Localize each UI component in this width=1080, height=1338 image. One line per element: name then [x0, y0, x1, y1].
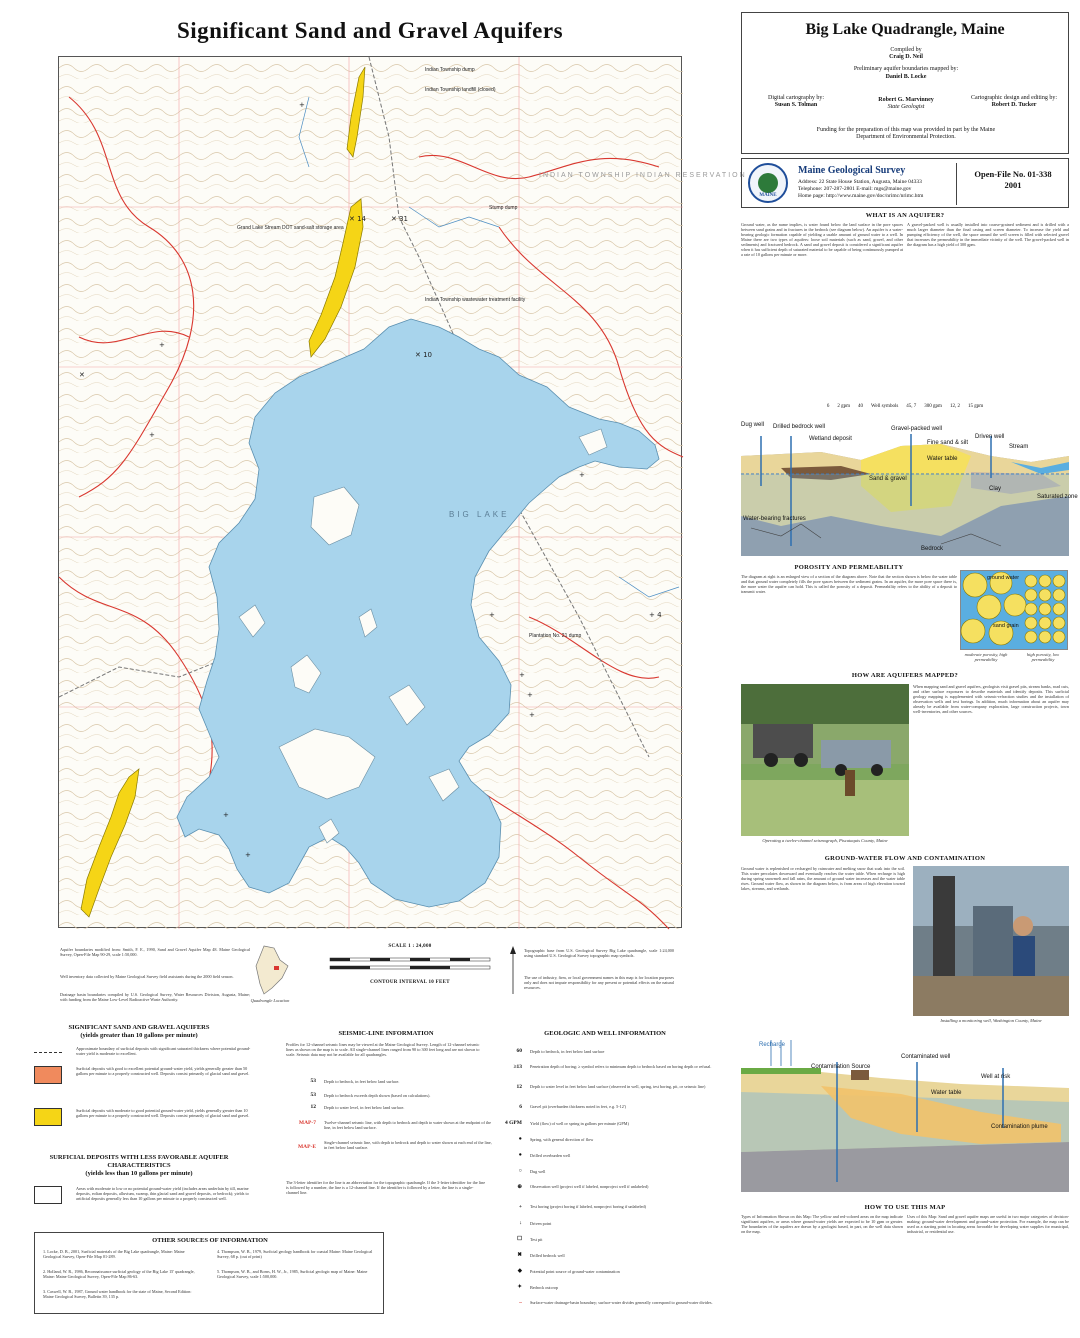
seismograph-caption: Operating a twelve-channel seismograph, Piscataquis County, Maine [762, 838, 888, 843]
reference-5: 5. Thompson, W. B., and Borns, H. W., Jr., 1985, Surficial geologic map of Maine: Maine Geological Survey, scale 1:500,000. [217, 1269, 368, 1279]
legend-yellow-swatch [34, 1108, 62, 1126]
legend-yellow-text: Surficial deposits with moderate to good potential ground-water yield, yields generally greater than 10 gallons per minute to a properly constructed well. Deposits consist primarily of glacial sand and gravel. [76, 1108, 250, 1118]
porosity-caption-right: high porosity, low permeability [1026, 652, 1060, 662]
other-sources-title: OTHER SOURCES OF INFORMATION [152, 1237, 268, 1244]
compiled-by-label: Compiled by [890, 47, 922, 53]
digital-by: Susan S. Tolman [774, 102, 818, 108]
map-label-dump: Indian Township dump [425, 67, 475, 73]
label-contaminated-well: Contaminated well [901, 1054, 951, 1060]
porosity-text: The diagram at right is an enlarged view of a section of the diagram above. Note that the section shown is below the water table and that ground water completely fills the pore spaces between the sediment grains. In an aquifer, the more pore space there is, the more water the aquifer can hold. This is called the porosity of a deposit. Permeability refers to the ability of a deposit to transmit water. [741, 574, 957, 594]
mgs-telephone: Telephone: 207-287-2801 E-mail: mgs@maine.gov [798, 185, 912, 192]
section-porosity: POROSITY AND PERMEABILITY [794, 564, 904, 571]
state-geologist-title: State Geologist [887, 104, 925, 110]
legend-dashed-line [34, 1052, 62, 1053]
what-is-text-left: Ground water, as the name implies, is water found below the land surface in the pore spaces between sand grains and in fractures in the bedrock (see diagram below). An aquifer is a water-bearing geologic formation capable of yielding a usable amount of ground water to a well. In Maine there are two types of aquifers: loose soil materials (such as sand, gravel, and other sediments) and fractured bedrock. A sand and gravel deposit is considered a significant aquifer when it has sufficient depth of saturated material to be capable of being continuously pumped at a rate of 10 gallons per minute or more. [741, 222, 903, 257]
label-fractures: Water-bearing fractures [743, 516, 806, 522]
groundwater-text: Ground water is replenished or recharged by rainwater and melting snow that soak into the soil. This water percolates downward and eventually reaches the water table. When recharge is high during spring snowmelt and fall rains, the amount of ground water increases and the water table rises. Ground water flow, as shown in the diagram below, is from areas of high elevation toward lakes, streams, and wetlands. [741, 866, 905, 891]
mgs-homepage[interactable]: Home page: http://www.maine.gov/doc/nrimc/nrimc.htm [798, 192, 924, 199]
label-ground-water: ground water [987, 575, 1020, 581]
well-note: Well inventory data collected by Maine Geological Survey field assistants during the 2000 field season. [60, 974, 234, 979]
label-clay: Clay [989, 486, 1002, 492]
label-fine-sand: Fine sand & silt [927, 440, 969, 446]
label-well-at-risk: Well at risk [981, 1074, 1011, 1080]
aquifer-map[interactable] [58, 56, 747, 928]
svg-text:+: + [489, 611, 495, 619]
well-yield-key: 6 2 gpm 40 Well symbols 45, 7 300 gpm 12, 2 15 gpm [826, 404, 984, 409]
monitoring-well-caption: Installing a monitoring well, Washington County, Maine [940, 1018, 1042, 1023]
credits-panel [741, 12, 1069, 154]
seismic-item-2: Depth to bedrock exceeds depth shown (based on calculations). [324, 1093, 431, 1098]
svg-text:+: + [579, 471, 585, 479]
what-is-text-right: A gravel-packed well is usually installed into coarse-grained sediment and is drilled with a much larger diameter than the final casing and screen diameter. To increase the yield and pumping efficiency of the well, the space around the well screen is filled with selected gravel that increases the permeability in the immediate vicinity of the well. The gravel-packed well in the diagram has a high yield of 300 gpm. [907, 222, 1069, 247]
svg-text:+: + [149, 431, 155, 439]
map-label-landfill: Indian Township landfill (closed) [425, 87, 496, 93]
contamination-diagram [741, 1032, 1069, 1192]
reference-1: 1. Locke, D. B., 2001, Surficial materials of the Big Lake quadrangle, Maine: Maine Geological Survey, Open-File Map 01-289. [43, 1249, 185, 1259]
legend-orange-swatch [34, 1066, 62, 1084]
svg-text:+: + [223, 811, 229, 819]
label-sand-gravel: Sand & gravel [869, 476, 907, 482]
label-sand-grain: sand grain [993, 623, 1019, 629]
mgs-contact [798, 179, 923, 200]
seismic-intro: Profiles for 12-channel seismic lines may be viewed at the Maine Geological Survey. Length of 12-channel seismic lines as shown on the map is to scale. All single-channel lines ranged from 90 to 300 feet long and are not shown to scale. Seismic data may not be available for all quadrangles. [286, 1042, 480, 1057]
design-by: Robert D. Tucker [991, 102, 1037, 108]
seismic-item-1: Depth to bedrock, in feet below land surface. [324, 1079, 400, 1084]
geologic-title: GEOLOGIC AND WELL INFORMATION [544, 1030, 666, 1037]
seismic-sym-2: 53 [310, 1092, 316, 1098]
maine-locator-map [250, 944, 290, 996]
seismic-item-3: Depth to water level, in feet below land surface. [324, 1105, 405, 1110]
svg-text:✕ 14: ✕ 14 [349, 215, 366, 223]
how-to-use-text-left: Types of Information Shown on this Map: The yellow and red-colored areas on the map indicate significant aquifers, or areas where ground-water yields are expected to be 10 gpm or greater. The boundaries of the aquifers are drawn by a geologist based, in part, on the well data shown on the map. [741, 1214, 903, 1234]
label-bedrock: Bedrock [921, 546, 944, 552]
label-plume: Contamination plume [991, 1124, 1048, 1130]
svg-text:✕ 10: ✕ 10 [415, 351, 432, 359]
other-sources-panel [34, 1232, 384, 1314]
seismic-item-5: Single-channel seismic line, with depth to bedrock and depth to water shown at each end of the line, in feet below land surface. [324, 1140, 492, 1150]
map-label-stump-dump: Stump dump [489, 205, 518, 211]
label-recharge: Recharge [759, 1042, 786, 1048]
aquifer-cross-section [741, 416, 1078, 556]
how-mapped-text: When mapping sand and gravel aquifers, geologists visit gravel pits, stream banks, road cuts, and other surface exposures to describe materials and identify deposits. This surficial geology mapping is supplemented with seismic-refraction studies and the installation of observation wells and test borings. In addition, much information about an aquifer may already be available from water-company exploration, large construction projects, town well-inventories, and other sources. [913, 684, 1069, 714]
section-how-mapped: HOW ARE AQUIFERS MAPPED? [851, 672, 959, 679]
legend-dashed-text: Approximate boundary of surficial deposits with significant saturated thickness where potential ground-water yield is moderate to excellent. [76, 1046, 251, 1056]
legend-aquifers-title: SIGNIFICANT SAND AND GRAVEL AQUIFERS (yields greater than 10 gallons per minute) [68, 1024, 210, 1039]
mgs-name: Maine Geological Survey [798, 165, 906, 176]
map-title: Significant Sand and Gravel Aquifers [176, 18, 564, 43]
map-label-reservation: INDIAN TOWNSHIP INDIAN RESERVATION [539, 172, 747, 179]
seismic-item-4: Twelve-channel seismic line, with depth to bedrock and depth to water shown at the endpoint of the line, in feet below land surface. [324, 1120, 492, 1130]
monitoring-well-photo [913, 866, 1069, 1016]
label-driven-well: Driven well [975, 434, 1005, 440]
funding-note: Funding for the preparation of this map was provided in part by the Maine Department of Environmental Protection. [816, 127, 996, 141]
porosity-diagram [960, 570, 1068, 650]
quadrangle-title: Big Lake Quadrangle, Maine [805, 21, 1005, 38]
compiled-by: Craig D. Neil [889, 54, 923, 60]
label-contamination-source: Contamination Source [811, 1064, 871, 1070]
digital-label: Digital cartography by: [768, 95, 824, 101]
svg-text:✕: ✕ [79, 371, 85, 379]
label-stream: Stream [1009, 444, 1029, 450]
label-dug-well: Dug well [741, 422, 765, 428]
seismic-sym-3: 12 [310, 1104, 316, 1110]
boundaries-note: Aquifer boundaries modified from: Smith, F. E., 1990, Sand and Gravel Aquifer Map 48. Maine Geological Survey, Open-File Map 90-29, scale 1:50,000. [60, 947, 250, 957]
scale-bar [320, 954, 500, 976]
map-label-plantation: Plantation No. 21 dump [529, 633, 582, 639]
svg-text:+ 4: + 4 [649, 611, 662, 619]
state-geologist-name: Robert G. Marvinney [878, 97, 934, 103]
map-label-wastewater: Indian Township wastewater treatment facility [425, 297, 526, 303]
topo-note: Topographic base from U.S. Geological Survey Big Lake quadrangle, scale 1:24,000 using standard U.S. Geological Survey topographic map symbols. [524, 948, 674, 958]
legend-orange-text: Surficial deposits with good to excellent potential ground-water yield, yields generally greater than 50 gallons per minute to a properly constructed well. Deposits consist primarily of glacial sand and gravel. [76, 1066, 250, 1076]
seismic-footnote: The 3-letter identifier for the line is an abbreviation for the topographic quadrangle. If the 3-letter identifier for the line is followed by a number, the line is a 12-channel line. If the identifier is followed by a letter, the line is a single-channel line. [286, 1180, 486, 1195]
reference-2: 2. Holland, W. R., 1986, Reconnaissance surficial geology of the Big Lake 15' quadrangle, Maine: Maine Geological Survey, Open-File Map 86-63. [43, 1269, 195, 1279]
contour-interval: CONTOUR INTERVAL 10 FEET [370, 980, 450, 985]
section-groundwater: GROUND-WATER FLOW AND CONTAMINATION [824, 855, 986, 862]
porosity-caption-left: moderate porosity, high permeability [964, 652, 1008, 662]
mgs-logo: MAINE [748, 163, 788, 203]
svg-text:+: + [159, 341, 165, 349]
legend-white-text: Areas with moderate to low or no potential ground-water yield (includes areas underlain by till, marine deposits, eolian deposits, alluvium, swamp, thin glacial sand and gravel deposits, or bedrock); yields to artificial deposits generally less than 10 gallons per minute to a properly constructed well. [76, 1186, 249, 1201]
scale-label: SCALE 1 : 24,000 [388, 944, 432, 949]
geologic-list: 60 Depth to bedrock, in feet below land surface ≥13 Penetration depth of boring; ≥ symbol refers to minimum depth to bedrock based on boring depth or refusal. 12 Depth to water level in feet below land surface (observed in well, spring, test boring, pit, or seismic line) 6 Gravel pit (overburden thickness noted in feet, e.g. 5-12') 4 GPM Yield (flow) of well or spring in gallons per minute (GPM) ● Spring, with general direction of flow ● Drilled overburden well ○ Dug well ⊕ Observation well (project well if labeled, nonproject well if unlabeled) + Test boring (project boring if labeled, nonproject boring if unlabeled) ↓ Driven point ☐ Test pit ✖ Drilled bedrock well ◆ Potential point source of ground-water contamination ✦ Bedrock outcrop ~ Surface-water drainage-basin boundary; surface-water divides generally correspond to ground-water divides. [505, 1048, 713, 1306]
seismograph-photo [741, 684, 909, 836]
reference-4: 4. Thompson, W. B., 1979, Surficial geology handbook for coastal Maine: Maine Geological Survey, 68 p. (out of print) [217, 1249, 373, 1259]
label-wetland: Wetland deposit [809, 436, 852, 442]
mapped-by: Daniel B. Locke [885, 74, 927, 80]
label-drilled-bedrock-well: Drilled bedrock well [773, 424, 826, 430]
label-gravel-packed: Gravel-packed well [891, 426, 943, 432]
map-label-big-lake: BIG LAKE [449, 510, 510, 519]
svg-text:+: + [245, 851, 251, 859]
svg-text:+: + [529, 711, 535, 719]
label-water-table-2: Water table [931, 1090, 962, 1096]
map-canvas [59, 57, 747, 929]
north-arrow [506, 946, 520, 996]
seismic-sym-4: MAP-7 [298, 1120, 316, 1126]
open-file-number: Open-File No. 01-338 2001 [974, 169, 1052, 191]
reference-3: 3. Caswell, W. B., 1987, Ground water handbook for the state of Maine, Second Edition: Maine Geological Survey, Bulletin 39, 135 p. [43, 1289, 192, 1299]
svg-text:+: + [527, 691, 533, 699]
section-what-is: WHAT IS AN AQUIFER? [865, 212, 945, 219]
label-saturated-zone: Saturated zone [1037, 494, 1078, 500]
seismic-sym-5: MAP-E [297, 1144, 316, 1150]
svg-text:+: + [299, 101, 305, 109]
disclaimer: The use of industry, firm, or local government names in this map is for location purposes only and does not impute responsibility for any present or potential effects on the natural resources. [524, 975, 674, 990]
how-to-use-text-right: Uses of this Map: Sand and gravel aquifer maps are useful in two major categories of decision-making: ground-water development and ground-water protection. For example, the map can be used as a starting point in locating areas favorable for developing water supplies for municipal, industrial, or residential use. [907, 1214, 1069, 1234]
mapped-by-label: Preliminary aquifer boundaries mapped by: [853, 66, 959, 72]
label-water-table: Water table [927, 456, 958, 462]
svg-text:✕ 31: ✕ 31 [391, 215, 408, 223]
seismic-title: SEISMIC-LINE INFORMATION [338, 1030, 434, 1037]
legend-white-swatch [34, 1186, 62, 1204]
mgs-panel [741, 158, 1069, 208]
seismic-sym-1: 53 [310, 1078, 316, 1084]
mgs-address: Address: 22 State House Station, Augusta, Maine 04333 [798, 179, 922, 185]
quad-location-label: Quadrangle Location [250, 998, 290, 1003]
svg-text:+: + [519, 671, 525, 679]
design-label: Cartographic design and editing by: [971, 95, 1057, 101]
section-how-to-use: HOW TO USE THIS MAP [864, 1204, 946, 1211]
legend-less-title: SURFICIAL DEPOSITS WITH LESS FAVORABLE AQUIFER CHARACTERISTICS (yields less than 10 gallons per minute) [49, 1154, 229, 1177]
basin-note: Drainage basin boundaries compiled by U.S. Geological Survey, Water Resources Division, Augusta, Maine; with funding from the Maine Low-Level Radioactive Waste Authority. [60, 992, 250, 1002]
map-label-dot: Grand Lake Stream DOT sand-salt storage area [237, 225, 344, 231]
